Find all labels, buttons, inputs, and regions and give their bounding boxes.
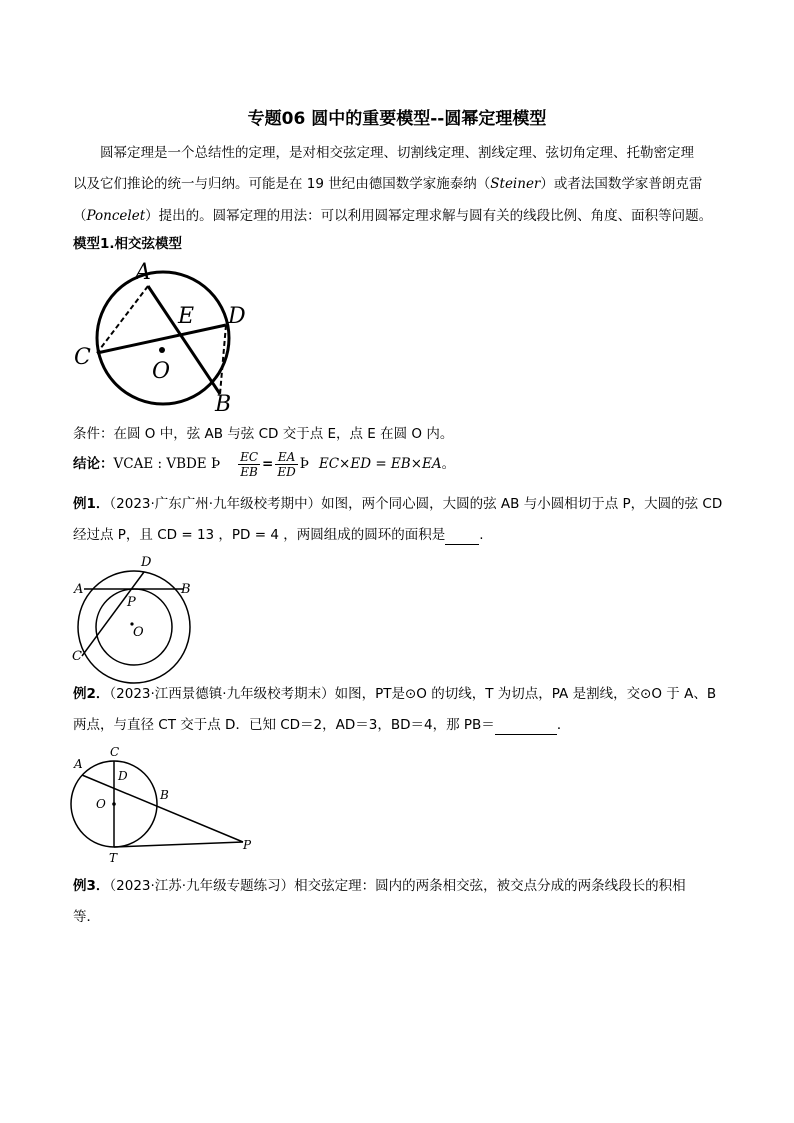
- center-dot: [159, 347, 165, 353]
- intro-line-2-text-b: ）或者法国数学家普朗克雷: [540, 176, 703, 192]
- label-o: O: [133, 625, 144, 640]
- label-e: E: [178, 304, 195, 329]
- example-2-end: ．: [556, 717, 571, 733]
- example-3-line-1: [73, 877, 686, 895]
- frac2-numerator: EA: [275, 450, 297, 465]
- model1-conclusion: [73, 446, 455, 482]
- label-d: D: [228, 304, 246, 329]
- example-2-line-2: [73, 716, 570, 735]
- label-b: B: [160, 788, 169, 802]
- label-d: D: [141, 555, 152, 570]
- label-o: O: [96, 797, 106, 811]
- similar-triangles: VCAE : VBDE Þ: [113, 456, 221, 472]
- example-3-line-2: 等．: [73, 909, 100, 925]
- page-title: 专题06 圆中的重要模型--圆幂定理模型: [247, 109, 547, 129]
- label-b: B: [181, 582, 191, 597]
- label-a: A: [135, 260, 151, 285]
- label-p: P: [127, 595, 136, 610]
- label-c: C: [110, 745, 120, 759]
- frac2-denominator: ED: [277, 464, 296, 479]
- poncelet-name: Poncelet: [86, 208, 146, 224]
- fraction-ec-eb: [238, 450, 260, 479]
- example-1-text-1: 如图，两个同心圆，大圆的弦 AB 与小圆相切于点 P，大圆的弦 CD: [321, 496, 723, 512]
- label-b: B: [215, 392, 232, 417]
- model1-condition: 条件：在圆 O 中，弦 AB 与弦 CD 交于点 E，点 E 在圆 O 内。: [73, 426, 454, 442]
- example-2-text-2: 两点，与直径 CT 交于点 D．已知 CD＝2，AD＝3，BD＝4，那 PB＝: [73, 717, 495, 733]
- example-3-source: （2023·江苏·九年级专题练习）: [109, 878, 295, 894]
- chord-cd: [82, 572, 144, 656]
- label-p: P: [243, 838, 252, 852]
- intro-line-3-text-a: （: [73, 208, 87, 224]
- label-o: O: [152, 359, 171, 384]
- secant-pa: [82, 775, 243, 842]
- label-a: A: [74, 582, 84, 597]
- steiner-name: Steiner: [490, 176, 541, 192]
- example-3-text-1: 相交弦定理：圆内的两条相交弦，被交点分成的两条线段长的积相: [294, 878, 686, 894]
- tangent-secant-figure: [68, 742, 258, 867]
- product-relation: EC×ED = EB×EA: [318, 456, 442, 472]
- intro-line-3: [73, 207, 712, 225]
- example-2-source: （2023·江西景德镇·九年级校考期末）: [109, 686, 335, 702]
- frac1-denominator: EB: [240, 464, 258, 479]
- conclusion-end: 。: [441, 456, 456, 472]
- example-1-line-2: [73, 526, 484, 545]
- example-1-text-2: 经过点 P，且 CD = 13 ，PD = 4 ，两圆组成的圆环的面积是: [73, 527, 446, 543]
- label-a: A: [74, 757, 83, 771]
- intro-line-2: [73, 175, 702, 193]
- equals-sign: =: [262, 456, 274, 472]
- concentric-circles-figure: [68, 550, 198, 665]
- fraction-ea-ed: [275, 450, 297, 479]
- example-2-text-1: 如图，PT是⊙O 的切线，T 为切点，PA 是割线，交⊙O 于 A、B: [334, 686, 717, 702]
- frac1-numerator: EC: [240, 449, 259, 464]
- intro-line-1: 圆幂定理是一个总结性的定理，是对相交弦定理、切割线定理、割线定理、弦切角定理、托勒密定理: [100, 145, 694, 161]
- intersecting-chords-figure: [68, 255, 246, 417]
- example-2-label: 例2．: [73, 686, 110, 702]
- label-t: T: [109, 851, 118, 865]
- example-1-line-1: [73, 495, 722, 513]
- label-c: C: [74, 345, 91, 370]
- implies-symbol: Þ: [299, 456, 309, 472]
- label-c: C: [72, 649, 82, 664]
- intro-line-2-text-a: 以及它们推论的统一与归纳。可能是在 19 世纪由德国数学家施泰纳（: [73, 176, 491, 192]
- example-2-line-1: [73, 685, 716, 703]
- model1-heading: 模型1.相交弦模型: [73, 236, 183, 252]
- conclusion-label: 结论：: [73, 456, 114, 472]
- answer-blank-1[interactable]: [445, 526, 479, 545]
- answer-blank-2[interactable]: [495, 716, 557, 735]
- example-1-label: 例1．: [73, 496, 110, 512]
- intro-line-3-text-b: ）提出的。圆幂定理的用法：可以利用圆幂定理求解与圆有关的线段比例、角度、面积等问题。: [145, 208, 713, 224]
- center-dot: [112, 802, 116, 806]
- example-1-source: （2023·广东广州·九年级校考期中）: [109, 496, 322, 512]
- label-d: D: [118, 769, 128, 783]
- example-1-end: .: [479, 527, 484, 543]
- example-3-label: 例3．: [73, 878, 110, 894]
